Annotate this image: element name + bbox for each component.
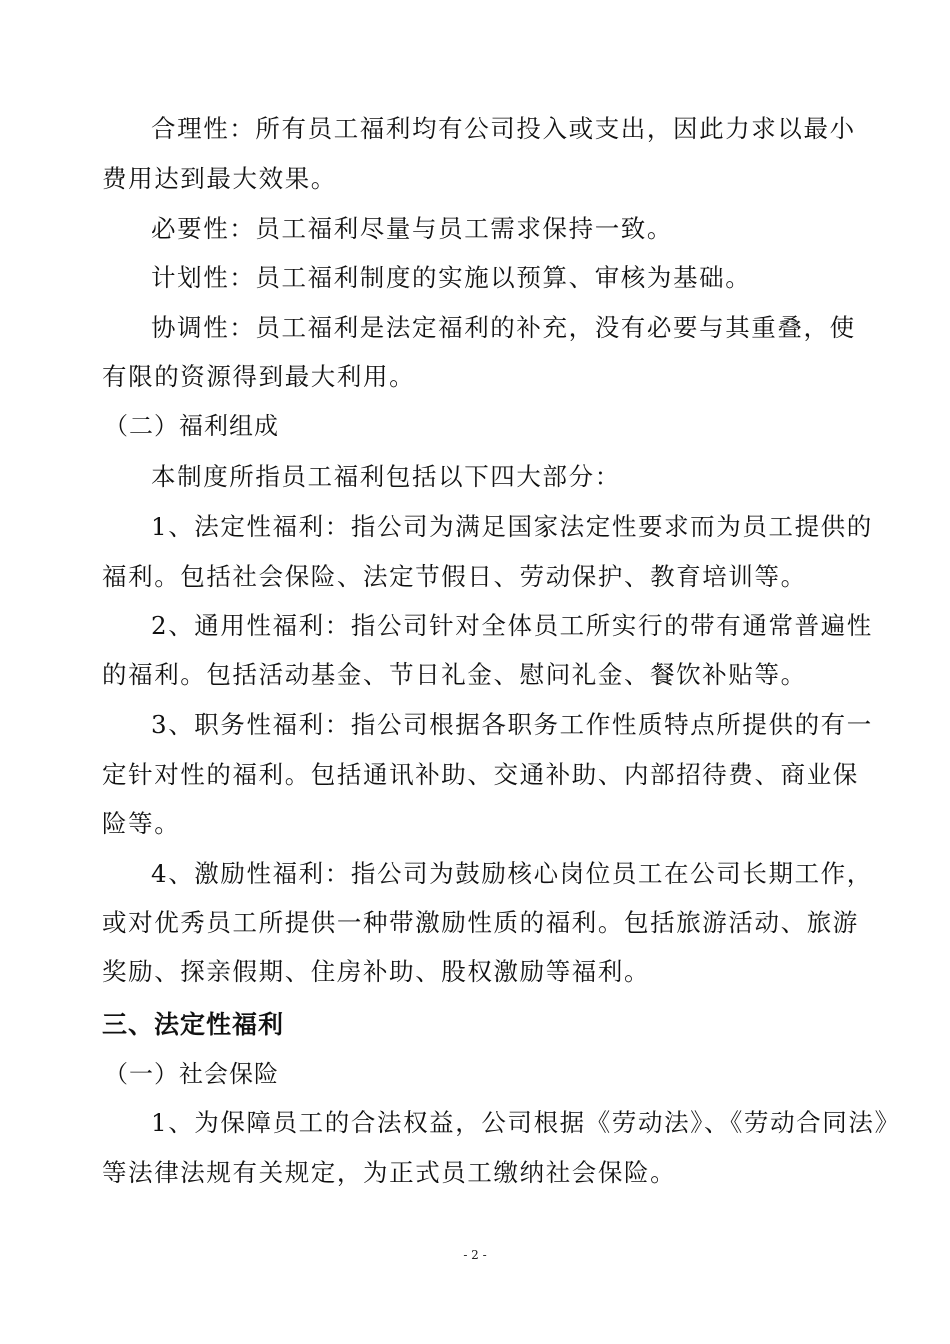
paragraph-line: 合理性：所有员工福利均有公司投入或支出，因此力求以最小 [151,114,856,143]
section-heading-level2: （二）福利组成 [104,412,279,440]
paragraph-line: 福利。包括社会保险、法定节假日、劳动保护、教育培训等。 [102,562,807,591]
paragraph-line: 或对优秀员工所提供一种带激励性质的福利。包括旅游活动、旅游 [102,908,859,937]
paragraph-line: 协调性：员工福利是法定福利的补充，没有必要与其重叠，使 [151,313,856,342]
paragraph-line: 本制度所指员工福利包括以下四大部分： [151,462,621,491]
paragraph-line: 2、通用性福利：指公司针对全体员工所实行的带有通常普遍性 [151,611,873,640]
paragraph-line: 计划性：员工福利制度的实施以预算、审核为基础。 [151,263,752,292]
paragraph-line: 4、激励性福利：指公司为鼓励核心岗位员工在公司长期工作， [151,859,873,888]
paragraph-line: 1、法定性福利：指公司为满足国家法定性要求而为员工提供的 [151,512,873,541]
paragraph-line: 的福利。包括活动基金、节日礼金、慰问礼金、餐饮补贴等。 [102,660,807,689]
paragraph-line: 险等。 [102,809,181,838]
page-number: - 2 - [463,1248,487,1262]
paragraph-line: 费用达到最大效果。 [102,164,337,193]
paragraph-line: 必要性：员工福利尽量与员工需求保持一致。 [151,214,673,243]
paragraph-line: 有限的资源得到最大利用。 [102,362,416,391]
section-heading-level2: （一）社会保险 [104,1060,279,1088]
paragraph-line: 1、为保障员工的合法权益，公司根据《劳动法》、《劳动合同法》 [151,1108,901,1137]
section-heading-level1: 三、法定性福利 [102,1010,285,1039]
paragraph-line: 定针对性的福利。包括通讯补助、交通补助、内部招待费、商业保 [102,760,859,789]
paragraph-line: 奖励、探亲假期、住房补助、股权激励等福利。 [102,957,651,986]
paragraph-line: 3、职务性福利：指公司根据各职务工作性质特点所提供的有一 [151,710,873,739]
paragraph-line: 等法律法规有关规定，为正式员工缴纳社会保险。 [102,1158,677,1187]
